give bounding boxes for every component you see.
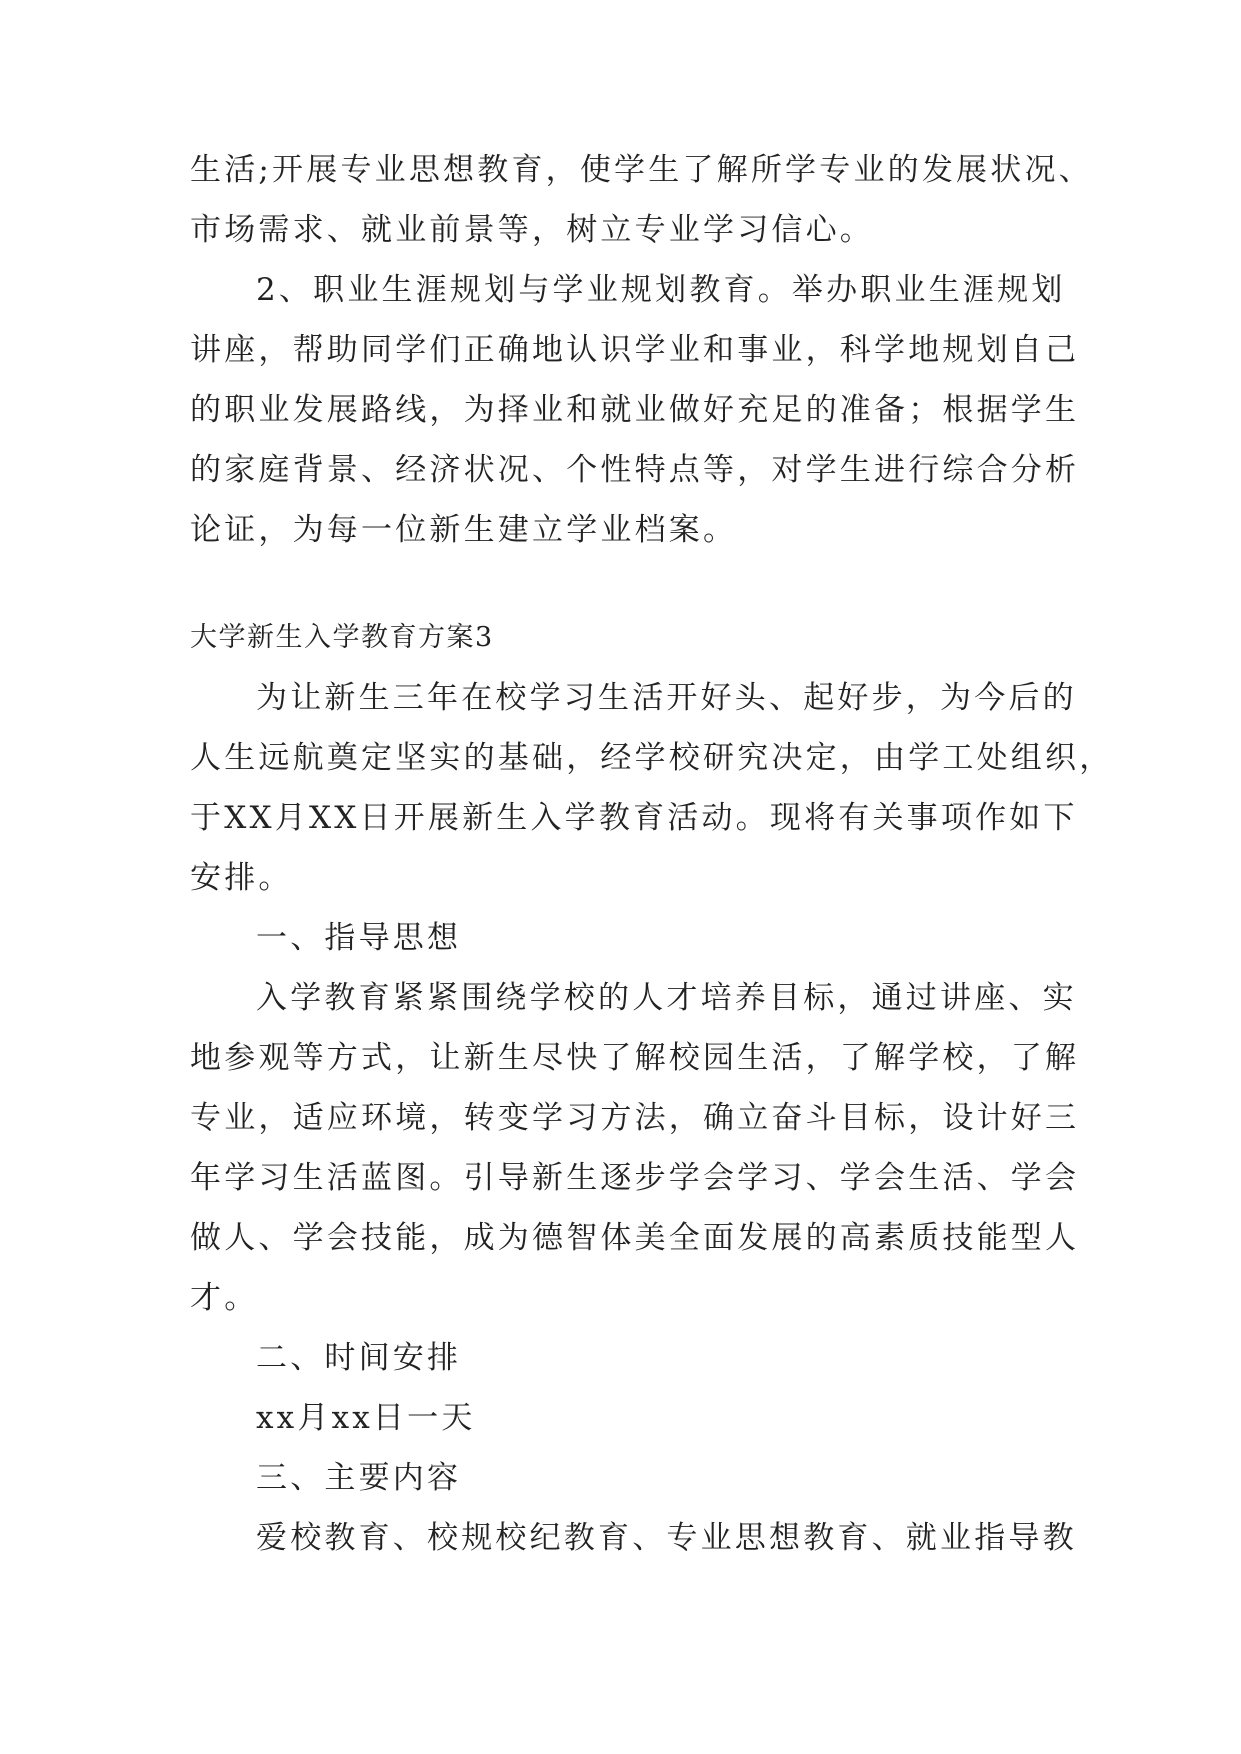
body-text-line: 年学习生活蓝图。引导新生逐步学会学习、学会生活、学会 [190, 1160, 1080, 1196]
body-text-line: 安排。 [190, 860, 293, 896]
subheading: 一、指导思想 [256, 920, 462, 956]
paragraph-first-line: 入学教育紧紧围绕学校的人才培养目标，通过讲座、实 [256, 980, 1077, 1016]
body-text-line: 做人、学会技能，成为德智体美全面发展的高素质技能型人 [190, 1220, 1080, 1256]
paragraph-first-line: 2、职业生涯规划与学业规划教育。举办职业生涯规划 [256, 272, 1066, 308]
section-title: 大学新生入学教育方案3 [190, 622, 494, 653]
subheading: 二、时间安排 [256, 1340, 462, 1376]
body-text-line: 专业，适应环境，转变学习方法，确立奋斗目标，设计好三 [190, 1100, 1080, 1136]
body-text-line: 论证，为每一位新生建立学业档案。 [190, 512, 738, 548]
body-text-line: 人生远航奠定坚实的基础，经学校研究决定，由学工处组织， [190, 740, 1114, 776]
paragraph-first-line: 为让新生三年在校学习生活开好头、起好步，为今后的 [256, 680, 1077, 716]
body-text-line: 于XX月XX日开展新生入学教育活动。现将有关事项作如下 [190, 800, 1078, 836]
body-text-line: 地参观等方式，让新生尽快了解校园生活，了解学校，了解 [190, 1040, 1080, 1076]
body-text-line: xx月xx日一天 [256, 1400, 476, 1436]
paragraph-first-line: 爱校教育、校规校纪教育、专业思想教育、就业指导教 [256, 1520, 1077, 1556]
body-text-line: 的职业发展路线，为择业和就业做好充足的准备；根据学生 [190, 392, 1080, 428]
body-text-line: 的家庭背景、经济状况、个性特点等，对学生进行综合分析 [190, 452, 1080, 488]
body-text-line: 讲座，帮助同学们正确地认识学业和事业，科学地规划自己 [190, 332, 1080, 368]
body-text-line: 生活;开展专业思想教育，使学生了解所学专业的发展状况、 [190, 152, 1093, 188]
body-text-line: 市场需求、就业前景等，树立专业学习信心。 [190, 212, 874, 248]
subheading: 三、主要内容 [256, 1460, 462, 1496]
body-text-line: 才。 [190, 1280, 259, 1316]
